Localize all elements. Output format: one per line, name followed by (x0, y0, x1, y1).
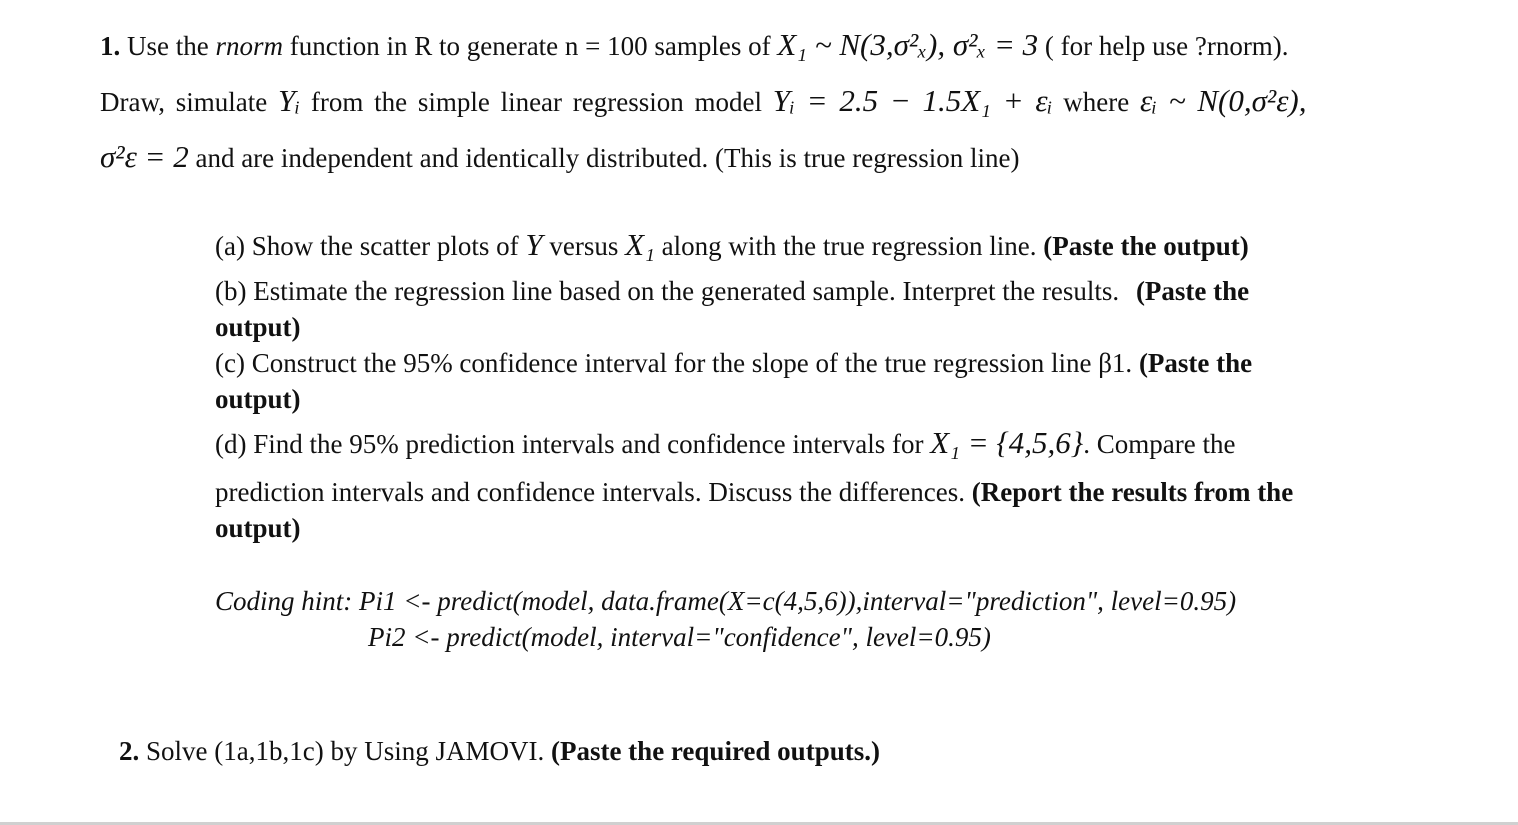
part-d-line-3 (215, 511, 301, 545)
q2-number: 2. (119, 736, 140, 766)
coding-hint-line-1: Coding hint: Pi1 <- predict(model, data.frame(X=c(4,5,6)),interval="prediction", level=0.95) (215, 586, 1237, 616)
part-a-text: (a) Show the scatter plots of (215, 231, 519, 261)
q1-rnorm: rnorm (215, 31, 283, 61)
part-d-line-2 (215, 475, 1293, 509)
part-d-line-1 (215, 426, 1235, 461)
q2-text: Solve (1a,1b,1c) by Using JAMOVI. (146, 736, 545, 766)
part-a-rest: along with the true regression line. (661, 231, 1037, 261)
q1-l2-text-b: from the simple linear regression model (310, 87, 762, 117)
q2-line (119, 734, 880, 768)
q1-l1-text-c: ( for help use ?rnorm). (1044, 31, 1289, 61)
q1-l3-text: and are independent and identically distributed. (This is true regression line) (195, 143, 1020, 173)
part-b-bold-1: (Paste the (1135, 276, 1250, 306)
q1-l1-text-b: function in R to generate n = 100 samples of (289, 31, 771, 61)
q1-l2-dist: εᵢ ~ N(0,σ²ε), (1139, 83, 1307, 118)
part-d-math: X₁ = {4,5,6} (930, 425, 1084, 460)
part-a-versus: versus (549, 231, 619, 261)
q1-line-3 (100, 140, 1019, 175)
part-c-text: (c) Construct the 95% confidence interval for the slope of the true regression line β1. (215, 348, 1133, 378)
part-b-line-1 (215, 274, 1249, 308)
q1-l2-model: Yᵢ = 2.5 − 1.5X₁ + εᵢ (772, 83, 1053, 118)
part-c-bold-2: output) (215, 384, 301, 414)
part-a-x: X₁ (625, 227, 655, 262)
part-b-line-2 (215, 310, 301, 344)
q1-l2-text-a: Draw, simulate (100, 87, 268, 117)
q1-line-2 (100, 84, 1306, 119)
part-c-line-2 (215, 382, 301, 416)
part-b-bold-2: output) (215, 312, 301, 342)
q1-l2-text-c: where (1063, 87, 1130, 117)
part-c-bold-1: (Paste the (1138, 348, 1253, 378)
q1-l1-math: X₁ ~ N(3,σ²ₓ), σ²ₓ = 3 (777, 27, 1039, 62)
part-a-y: Y (525, 227, 543, 262)
q1-l2-yi: Yᵢ (277, 83, 301, 118)
part-d-bold-2: output) (215, 513, 301, 543)
q1-line-1 (100, 28, 1289, 63)
q1-number: 1. (100, 31, 121, 61)
q1-l3-sigma: σ²ε = 2 (100, 139, 189, 174)
part-b-text: (b) Estimate the regression line based on the generated sample. Interpret the results. (215, 276, 1120, 306)
q1-l1-text-a: Use the (127, 31, 209, 61)
part-d-bold-1: (Report the results from the (971, 477, 1294, 507)
part-d-text: (d) Find the 95% prediction intervals and confidence intervals for (215, 429, 924, 459)
part-d-line2-text: prediction intervals and confidence intervals. Discuss the differences. (215, 477, 965, 507)
part-d-rest: . Compare the (1083, 429, 1236, 459)
part-a-bold: (Paste the output) (1043, 231, 1249, 261)
part-a (215, 228, 1249, 263)
part-c-line-1 (215, 346, 1252, 380)
coding-hint-line-2: Pi2 <- predict(model, interval="confidence", level=0.95) (368, 622, 991, 652)
q2-bold: (Paste the required outputs.) (550, 736, 880, 766)
